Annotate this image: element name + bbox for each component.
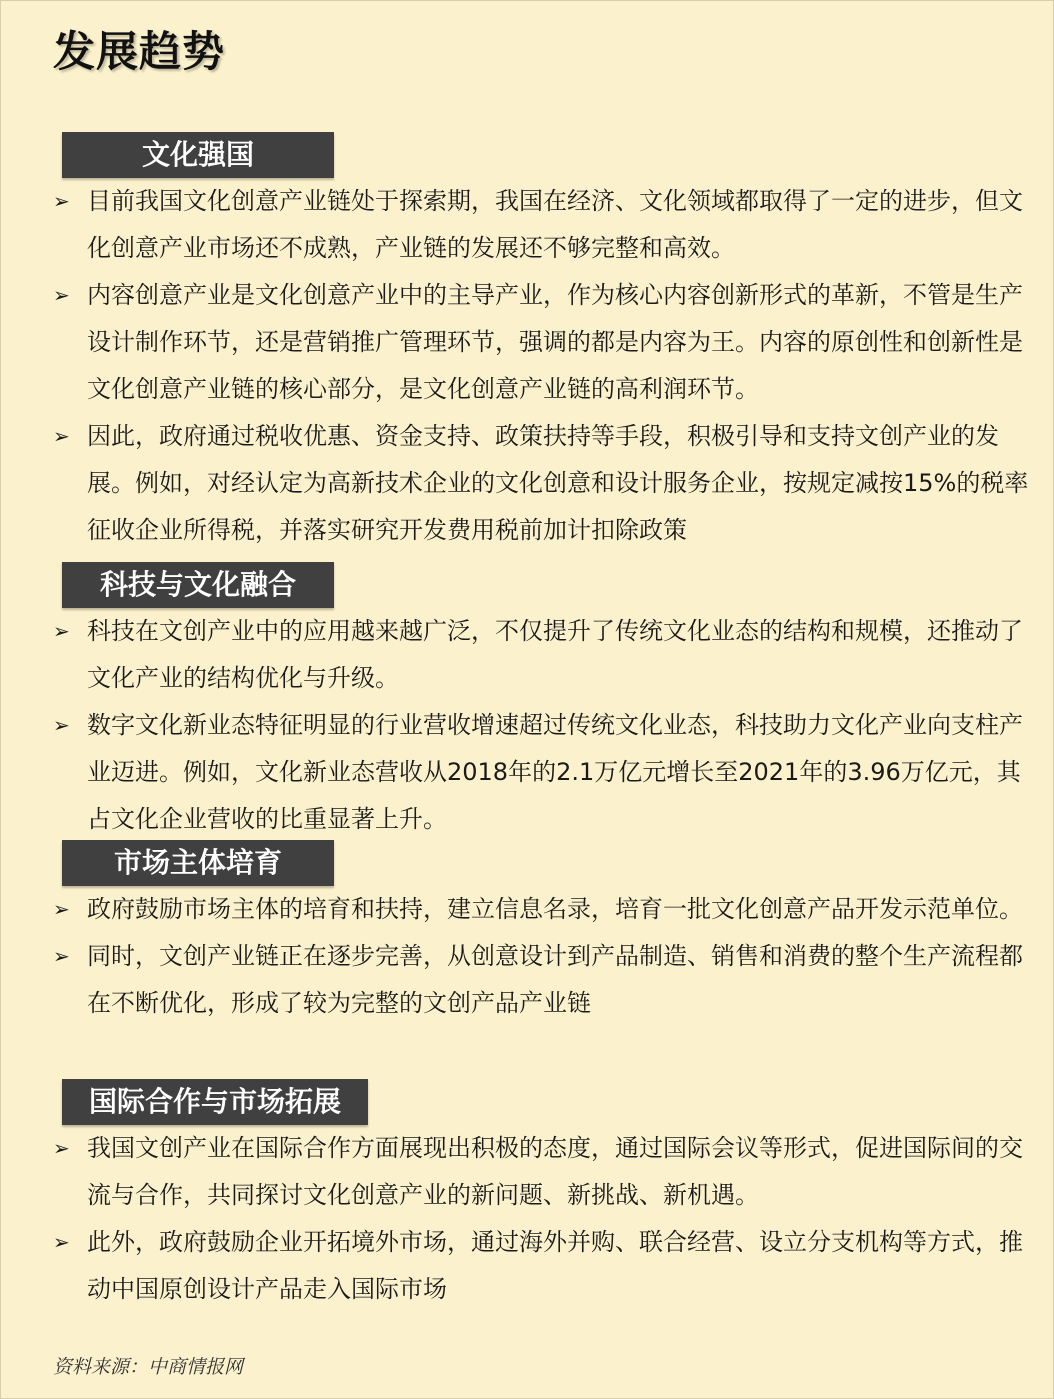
right-arrowhead-icon: ➢ bbox=[53, 619, 70, 643]
list-item bbox=[53, 886, 1033, 933]
section-international bbox=[53, 1079, 1033, 1313]
bullet-text: 数字文化新业态特征明显的行业营收增速超过传统文化业态，科技助力文化产业向支柱产业迈进。例如，文化新业态营收从2018年的2.1万亿元增长至2021年的3.96万亿元，其占文化企业营收的比重显著上升。 bbox=[87, 711, 1023, 833]
page-title: 发展趋势 bbox=[53, 27, 226, 76]
bullet-list bbox=[53, 1125, 1033, 1313]
bullet-text: 因此，政府通过税收优惠、资金支持、政策扶持等手段，积极引导和支持文创产业的发展。例如，对经认定为高新技术企业的文化创意和设计服务企业，按规定减按15%的税率征收企业所得税，并落实研究开发费用税前加计扣除政策 bbox=[87, 422, 1029, 544]
right-arrowhead-icon: ➢ bbox=[53, 713, 70, 737]
right-arrowhead-icon: ➢ bbox=[53, 189, 70, 213]
section-market-entity bbox=[53, 840, 1033, 1027]
bullet-text: 我国文创产业在国际合作方面展现出积极的态度，通过国际会议等形式，促进国际间的交流与合作，共同探讨文化创意产业的新问题、新挑战、新机遇。 bbox=[87, 1134, 1023, 1209]
list-item bbox=[53, 413, 1033, 554]
right-arrowhead-icon: ➢ bbox=[53, 944, 70, 968]
section-header: 国际合作与市场拓展 bbox=[62, 1079, 368, 1125]
right-arrowhead-icon: ➢ bbox=[53, 424, 70, 448]
list-item bbox=[53, 702, 1033, 843]
list-item bbox=[53, 178, 1033, 272]
bullet-list bbox=[53, 608, 1033, 843]
bullet-text: 内容创意产业是文化创意产业中的主导产业，作为核心内容创新形式的革新，不管是生产设计制作环节，还是营销推广管理环节，强调的都是内容为王。内容的原创性和创新性是文化创意产业链的核心部分，是文化创意产业链的高利润环节。 bbox=[87, 281, 1023, 403]
right-arrowhead-icon: ➢ bbox=[53, 283, 70, 307]
bullet-list bbox=[53, 886, 1033, 1027]
right-arrowhead-icon: ➢ bbox=[53, 1136, 70, 1160]
list-item bbox=[53, 272, 1033, 413]
section-header: 市场主体培育 bbox=[62, 840, 334, 886]
section-tech-culture bbox=[53, 562, 1033, 843]
section-header: 科技与文化融合 bbox=[62, 562, 334, 608]
list-item bbox=[53, 933, 1033, 1027]
bullet-text: 此外，政府鼓励企业开拓境外市场，通过海外并购、联合经营、设立分支机构等方式，推动中国原创设计产品走入国际市场 bbox=[87, 1228, 1023, 1303]
bullet-text: 政府鼓励市场主体的培育和扶持，建立信息名录，培育一批文化创意产品开发示范单位。 bbox=[87, 895, 1023, 923]
list-item bbox=[53, 608, 1033, 702]
right-arrowhead-icon: ➢ bbox=[53, 1230, 70, 1254]
right-arrowhead-icon: ➢ bbox=[53, 897, 70, 921]
list-item bbox=[53, 1219, 1033, 1313]
section-header: 文化强国 bbox=[62, 132, 334, 178]
bullet-list bbox=[53, 178, 1033, 554]
source-note: 资料来源：中商情报网 bbox=[53, 1356, 244, 1378]
bullet-text: 同时，文创产业链正在逐步完善，从创意设计到产品制造、销售和消费的整个生产流程都在不断优化，形成了较为完整的文创产品产业链 bbox=[87, 942, 1023, 1017]
list-item bbox=[53, 1125, 1033, 1219]
section-culture-power bbox=[53, 132, 1033, 554]
bullet-text: 目前我国文化创意产业链处于探索期，我国在经济、文化领域都取得了一定的进步，但文化创意产业市场还不成熟，产业链的发展还不够完整和高效。 bbox=[87, 187, 1023, 262]
bullet-text: 科技在文创产业中的应用越来越广泛，不仅提升了传统文化业态的结构和规模，还推动了文化产业的结构优化与升级。 bbox=[87, 617, 1023, 692]
